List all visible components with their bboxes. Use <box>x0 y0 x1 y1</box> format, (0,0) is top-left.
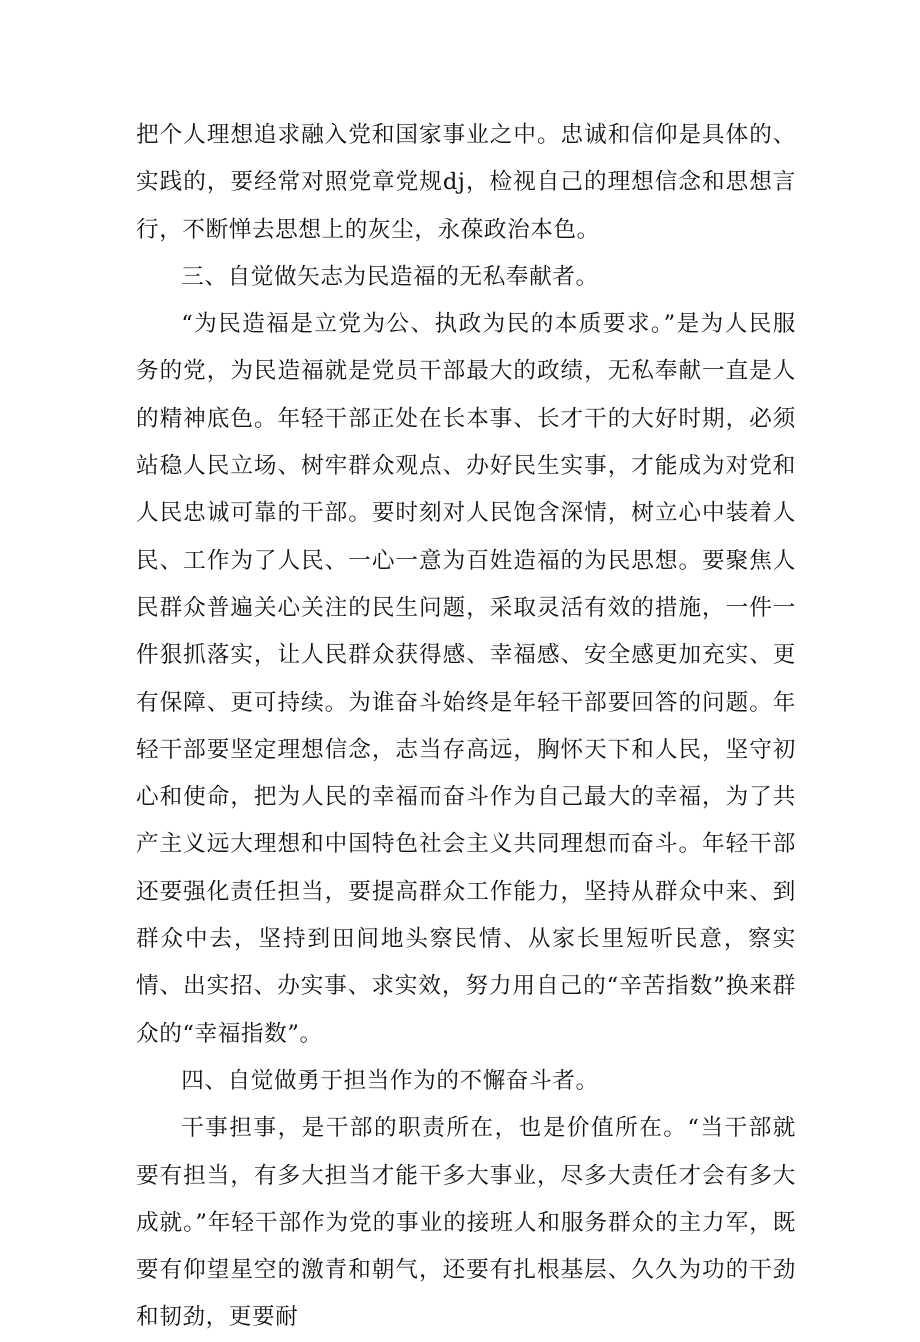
section-heading-4: 四、自觉做勇于担当作为的不懈奋斗者。 <box>181 1067 599 1094</box>
paragraph-section-3: “为民造福是立党为公、执政为民的本质要求。”是为人民服务的党，为民造福就是党员干部最大的政绩，无私奉献一直是人的精神底色。年轻干部正处在长本事、长才干的大好时期，必须站稳人民立场、树牢群众观点、办好民生实事，才能成为对党和人民忠诚可靠的干部。要时刻对人民饱含深情，树立心中装着人民、工作为了人民、一心一意为百姓造福的为民思想。要聚焦人民群众普遍关心关注的民生问题，采取灵活有效的措施，一件一件狠抓落实，让人民群众获得感、幸福感、安全感更加充实、更有保障、更可持续。为谁奋斗始终是年轻干部要回答的问题。年轻干部要坚定理想信念，志当存高远，胸怀天下和人民，坚守初心和使命，把为人民的幸福而奋斗作为自己最大的幸福，为了共产主义远大理想和中国特色社会主义共同理想而奋斗。年轻干部还要强化责任担当，要提高群众工作能力，坚持从群众中来、到群众中去，坚持到田间地头察民情、从家长里短听民意，察实情、出实招、办实事、求实效，努力用自己的“辛苦指数”换来群众的“幸福指数”。 <box>136 311 796 1047</box>
section-heading-3: 三、自觉做矢志为民造福的无私奉献者。 <box>181 263 599 290</box>
paragraph-continuation: 把个人理想追求融入党和国家事业之中。忠诚和信仰是具体的、实践的，要经常对照党章党规dj，检视自己的理想信念和思想言行，不断惮去思想上的灰尘，永葆政治本色。 <box>136 122 796 243</box>
paragraph-section-4: 干事担事，是干部的职责所在，也是价值所在。“当干部就要有担当，有多大担当才能干多大事业，尽多大责任才会有多大成就。”年轻干部作为党的事业的接班人和服务群众的主力军，既要有仰望星空的激青和朝气，还要有扎根基层、久久为功的干劲和韧劲，更要耐 <box>136 1115 796 1331</box>
document-body <box>136 112 796 1342</box>
